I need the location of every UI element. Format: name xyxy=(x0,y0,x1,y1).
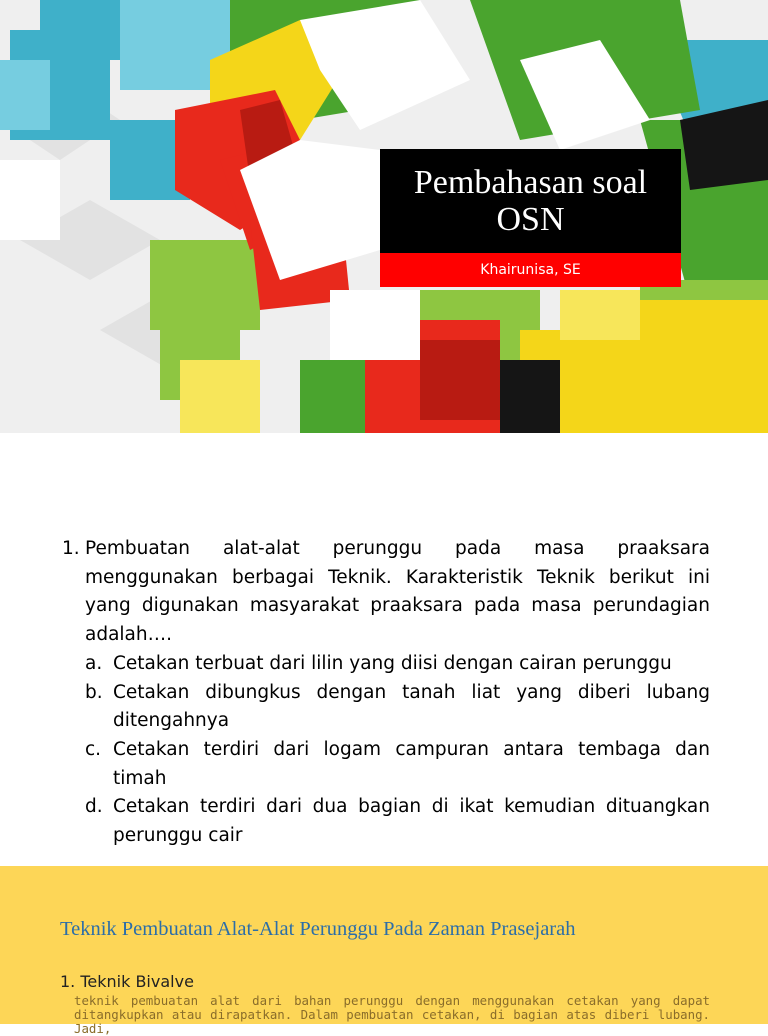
option-letter: c. xyxy=(85,738,102,760)
question-slide xyxy=(0,433,768,866)
explanation-body: teknik pembuatan alat dari bahan perunggu dengan menggunakan cetakan yang dapat ditangkupkan atau dirapatkan. Dalam pembuatan cetakan, di bagian atas diberi lubang. Jadi, xyxy=(74,993,710,1036)
option-letter: b. xyxy=(85,681,103,703)
question-row xyxy=(62,535,710,650)
author-banner xyxy=(380,253,681,287)
question-number: 1. xyxy=(62,538,80,559)
option-text: Cetakan terbuat dari lilin yang diisi dengan cairan perunggu xyxy=(113,652,672,674)
option-d xyxy=(85,793,710,850)
slide-title xyxy=(380,149,681,253)
option-text: Cetakan terdiri dari dua bagian di ikat kemudian dituangkan perunggu cair xyxy=(113,796,710,847)
option-a xyxy=(85,650,710,679)
option-c xyxy=(85,736,710,793)
question-block xyxy=(62,535,710,851)
explanation-slide xyxy=(0,866,768,1036)
explanation-title: Teknik Pembuatan Alat-Alat Perunggu Pada Zaman Prasejarah xyxy=(60,918,576,940)
question-text: Pembuatan alat-alat perunggu pada masa praaksara menggunakan berbagai Teknik. Karakteristik Teknik berikut ini yang digunakan masyarakat praaksara pada masa perundagian adalah…. xyxy=(85,538,710,646)
cover-slide xyxy=(0,0,768,433)
option-b xyxy=(85,679,710,736)
option-text: Cetakan dibungkus dengan tanah liat yang diberi lubang ditengahnya xyxy=(113,681,710,732)
title-text: Pembahasan soal OSN xyxy=(413,164,648,238)
author-text: Khairunisa, SE xyxy=(480,262,581,278)
option-letter: a. xyxy=(85,652,103,674)
explanation-heading: 1. Teknik Bivalve xyxy=(60,972,194,991)
option-letter: d. xyxy=(85,796,103,818)
option-text: Cetakan terdiri dari logam campuran antara tembaga dan timah xyxy=(113,738,710,789)
option-list xyxy=(85,650,710,851)
